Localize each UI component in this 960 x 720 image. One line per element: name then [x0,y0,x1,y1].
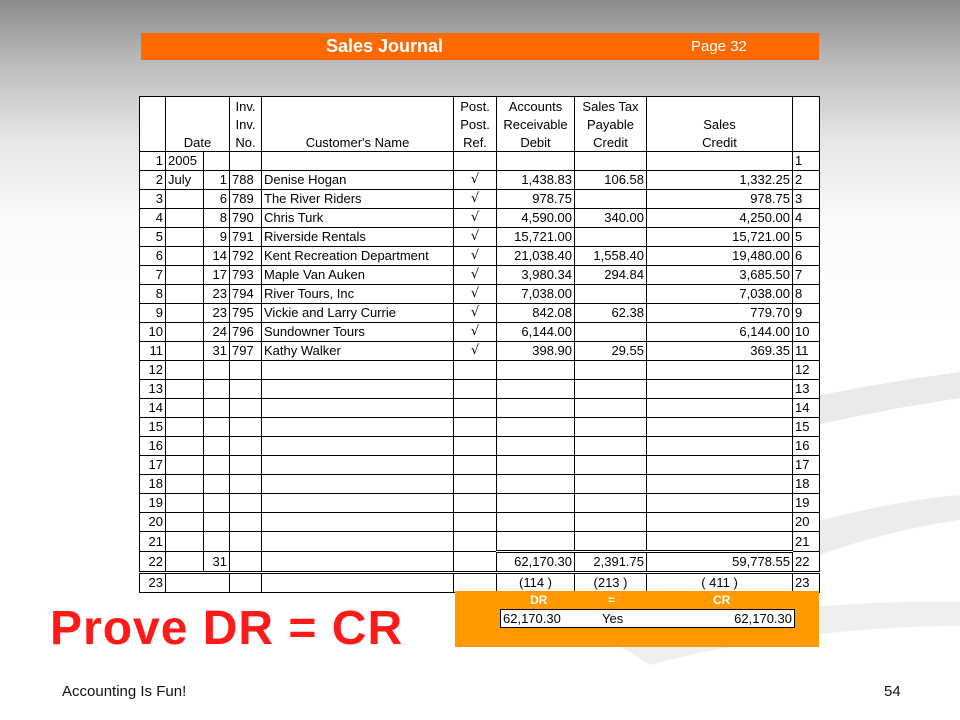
invoice-number: 791 [230,228,262,247]
ref-header: Ref. [454,133,497,152]
ar-debit: 4,590.00 [497,209,575,228]
row-number-right: 8 [793,285,820,304]
row-number-right: 18 [793,475,820,494]
table-row [140,494,820,513]
row-number-right: 16 [793,437,820,456]
ar-debit [497,152,575,171]
month-cell [166,228,204,247]
row-number-right: 3 [793,190,820,209]
sales-account-number: ( 411 ) [647,573,793,593]
row-number: 5 [140,228,166,247]
day-cell: 23 [204,304,230,323]
day-cell: 17 [204,266,230,285]
inv-header-top: Inv. [230,97,262,116]
day-cell [204,456,230,475]
customer-header: Customer's Name [262,133,454,152]
customer-name: The River Riders [262,190,454,209]
slide-number: 54 [884,683,901,700]
table-row [140,209,820,228]
invoice-number: 794 [230,285,262,304]
row-number: 4 [140,209,166,228]
sales-credit: 7,038.00 [647,285,793,304]
row-number: 6 [140,247,166,266]
sales-credit: 4,250.00 [647,209,793,228]
day-cell [204,418,230,437]
tax-credit [575,285,647,304]
tax-credit [575,361,647,380]
month-cell: July [166,171,204,190]
sales-header-1 [647,97,793,116]
post-ref: √ [454,171,497,190]
row-number-right: 21 [793,532,820,552]
row-number: 14 [140,399,166,418]
ar-debit [497,418,575,437]
ar-debit [497,475,575,494]
month-cell [166,323,204,342]
ar-debit: 15,721.00 [497,228,575,247]
table-row [140,456,820,475]
invoice-number [230,418,262,437]
day-cell: 24 [204,323,230,342]
row-number-right: 12 [793,361,820,380]
row-number: 9 [140,304,166,323]
ar-header-3: Debit [497,133,575,152]
tax-credit [575,418,647,437]
post-ref [454,532,497,552]
row-number: 17 [140,456,166,475]
day-cell [204,152,230,171]
tax-credit [575,190,647,209]
customer-name: Kent Recreation Department [262,247,454,266]
row-number: 16 [140,437,166,456]
row-number: 22 [140,552,166,573]
date-header: Date [166,133,230,152]
post-ref: √ [454,190,497,209]
day-cell [204,437,230,456]
ar-debit [497,494,575,513]
sales-credit [647,475,793,494]
day-cell: 14 [204,247,230,266]
day-cell [204,361,230,380]
post-ref [454,418,497,437]
date-header-top [166,97,230,116]
row-number: 12 [140,361,166,380]
post-ref: √ [454,304,497,323]
month-cell: 2005 [166,152,204,171]
tax-credit [575,228,647,247]
post-ref [454,380,497,399]
row-number-right: 20 [793,513,820,532]
sales-credit [647,152,793,171]
post-header-top: Post. [454,97,497,116]
invoice-number: 792 [230,247,262,266]
post-ref: √ [454,323,497,342]
customer-name [262,513,454,532]
tax-credit [575,456,647,475]
ar-debit: 7,038.00 [497,285,575,304]
table-row [140,342,820,361]
tax-credit [575,399,647,418]
invoice-number: 793 [230,266,262,285]
customer-name [262,456,454,475]
month-cell [166,437,204,456]
customer-name [262,532,454,552]
table-row [140,285,820,304]
prove-box [455,591,819,647]
tax-header-2: Payable [575,115,647,133]
sales-credit: 3,685.50 [647,266,793,285]
total-tax-credit: 2,391.75 [575,552,647,573]
month-cell [166,494,204,513]
sales-credit [647,380,793,399]
ar-debit: 1,438.83 [497,171,575,190]
ar-debit: 21,038.40 [497,247,575,266]
table-row [140,304,820,323]
tax-credit: 340.00 [575,209,647,228]
totals-row [140,552,820,573]
row-number: 20 [140,513,166,532]
invoice-number [230,437,262,456]
tax-credit [575,494,647,513]
row-number: 10 [140,323,166,342]
row-number-right: 22 [793,552,820,573]
month-cell [166,418,204,437]
customer-name: Vickie and Larry Currie [262,304,454,323]
month-cell [166,513,204,532]
tax-credit [575,475,647,494]
header-row-2 [140,115,820,133]
invoice-number [230,513,262,532]
table-row [140,513,820,532]
day-cell: 6 [204,190,230,209]
row-number-right: 6 [793,247,820,266]
month-cell [166,532,204,552]
tax-credit: 294.84 [575,266,647,285]
row-number-right: 19 [793,494,820,513]
row-number-right: 11 [793,342,820,361]
row-number-right: 2 [793,171,820,190]
customer-name [262,475,454,494]
month-cell [166,190,204,209]
inv-header: Inv. [230,115,262,133]
tax-credit: 29.55 [575,342,647,361]
row-number-right: 5 [793,228,820,247]
customer-name: Sundowner Tours [262,323,454,342]
sales-credit [647,437,793,456]
post-ref: √ [454,209,497,228]
ar-debit: 3,980.34 [497,266,575,285]
row-number-right: 17 [793,456,820,475]
tax-credit [575,437,647,456]
post-ref [454,399,497,418]
month-cell [166,304,204,323]
tax-credit: 1,558.40 [575,247,647,266]
month-cell [166,475,204,494]
invoice-number: 790 [230,209,262,228]
day-cell [204,475,230,494]
inv-no-header: No. [230,133,262,152]
sales-credit: 15,721.00 [647,228,793,247]
customer-name [262,152,454,171]
tax-header-1: Sales Tax [575,97,647,116]
journal-table [139,96,820,593]
month-cell [166,361,204,380]
ar-debit: 398.90 [497,342,575,361]
table-row [140,266,820,285]
table-row [140,437,820,456]
customer-header-top [262,97,454,116]
tax-credit [575,513,647,532]
customer-name [262,437,454,456]
tax-credit [575,323,647,342]
sales-credit [647,513,793,532]
day-cell: 1 [204,171,230,190]
day-cell [204,532,230,552]
row-number: 2 [140,171,166,190]
table-row [140,152,820,171]
table-row [140,323,820,342]
post-ref [454,361,497,380]
row-number: 8 [140,285,166,304]
tax-credit [575,152,647,171]
prove-result-row [500,609,795,628]
sales-credit [647,494,793,513]
row-number-right: 13 [793,380,820,399]
totals-day: 31 [204,552,230,573]
invoice-number: 797 [230,342,262,361]
day-cell: 31 [204,342,230,361]
tax-credit [575,380,647,399]
ar-debit: 842.08 [497,304,575,323]
row-number-right: 1 [793,152,820,171]
account-numbers-row [140,573,820,593]
invoice-number [230,361,262,380]
ar-debit: 978.75 [497,190,575,209]
month-cell [166,456,204,475]
prove-heading: Prove DR = CR [50,602,404,655]
sales-header-3: Credit [647,133,793,152]
row-number-right: 23 [793,573,820,593]
row-number: 7 [140,266,166,285]
tax-credit: 106.58 [575,171,647,190]
day-cell [204,494,230,513]
journal-title: Sales Journal [326,36,444,56]
customer-name [262,380,454,399]
ar-debit [497,361,575,380]
dr-total: 62,170.30 [503,611,561,626]
post-header: Post. [454,115,497,133]
invoice-number: 795 [230,304,262,323]
invoice-number [230,475,262,494]
table-row [140,190,820,209]
ar-debit [497,437,575,456]
sales-credit: 369.35 [647,342,793,361]
ar-header-1: Accounts [497,97,575,116]
ar-debit: 6,144.00 [497,323,575,342]
invoice-number [230,152,262,171]
cr-total: 62,170.30 [734,611,792,626]
journal-title-bar [141,33,819,60]
row-number-right: 7 [793,266,820,285]
post-ref: √ [454,266,497,285]
invoice-number [230,532,262,552]
day-cell [204,380,230,399]
table-row [140,380,820,399]
table-row [140,475,820,494]
customer-name [262,494,454,513]
customer-name [262,361,454,380]
month-cell [166,342,204,361]
header-row-1 [140,97,820,116]
row-number: 13 [140,380,166,399]
row-number: 1 [140,152,166,171]
ar-debit [497,380,575,399]
footer-caption: Accounting Is Fun! [62,683,187,700]
day-cell: 23 [204,285,230,304]
month-cell [166,380,204,399]
sales-credit [647,532,793,552]
row-number: 21 [140,532,166,552]
invoice-number [230,494,262,513]
sales-credit: 19,480.00 [647,247,793,266]
post-ref [454,456,497,475]
post-ref [454,475,497,494]
header-row-3 [140,133,820,152]
total-sales-credit: 59,778.55 [647,552,793,573]
customer-name: Riverside Rentals [262,228,454,247]
sales-credit [647,456,793,475]
ar-debit [497,532,575,552]
table-row [140,228,820,247]
day-cell [204,513,230,532]
invoice-number [230,380,262,399]
invoice-number [230,399,262,418]
day-cell: 8 [204,209,230,228]
equals-label: = [608,593,616,607]
table-row [140,418,820,437]
sales-credit: 1,332.25 [647,171,793,190]
row-number: 15 [140,418,166,437]
post-ref [454,152,497,171]
invoice-number [230,456,262,475]
total-ar-debit: 62,170.30 [497,552,575,573]
row-number-right: 14 [793,399,820,418]
sales-credit [647,399,793,418]
invoice-number: 788 [230,171,262,190]
customer-name: Maple Van Auken [262,266,454,285]
customer-name [262,418,454,437]
balance-check: Yes [602,611,624,626]
table-row [140,171,820,190]
table-row [140,532,820,552]
row-number: 23 [140,573,166,593]
customer-name: River Tours, Inc [262,285,454,304]
ar-debit [497,456,575,475]
month-cell [166,285,204,304]
ar-debit [497,399,575,418]
dr-label: DR [530,593,548,607]
invoice-number: 789 [230,190,262,209]
post-ref [454,494,497,513]
cr-label: CR [713,593,731,607]
month-cell [166,247,204,266]
tax-header-3: Credit [575,133,647,152]
tax-account-number: (213 ) [575,573,647,593]
sales-credit [647,361,793,380]
page-number-label: Page 32 [691,38,747,55]
ar-header-2: Receivable [497,115,575,133]
post-ref: √ [454,247,497,266]
sales-header-2: Sales [647,115,793,133]
sales-credit: 779.70 [647,304,793,323]
row-number: 3 [140,190,166,209]
sales-credit: 978.75 [647,190,793,209]
ar-account-number: (114 ) [497,573,575,593]
invoice-number: 796 [230,323,262,342]
customer-name: Kathy Walker [262,342,454,361]
row-number-right: 9 [793,304,820,323]
row-number-right: 15 [793,418,820,437]
day-cell [204,399,230,418]
customer-name [262,399,454,418]
post-ref [454,513,497,532]
row-number: 18 [140,475,166,494]
month-cell [166,266,204,285]
row-number: 19 [140,494,166,513]
post-ref [454,437,497,456]
sales-credit: 6,144.00 [647,323,793,342]
customer-name: Chris Turk [262,209,454,228]
ar-debit [497,513,575,532]
sales-credit [647,418,793,437]
month-cell [166,209,204,228]
tax-credit: 62.38 [575,304,647,323]
sales-journal-ledger [139,96,819,588]
post-ref: √ [454,342,497,361]
table-row [140,399,820,418]
day-cell: 9 [204,228,230,247]
table-row [140,361,820,380]
row-number: 11 [140,342,166,361]
month-cell [166,399,204,418]
customer-name: Denise Hogan [262,171,454,190]
row-number-right: 4 [793,209,820,228]
row-number-right: 10 [793,323,820,342]
tax-credit [575,532,647,552]
post-ref: √ [454,285,497,304]
post-ref: √ [454,228,497,247]
table-row [140,247,820,266]
